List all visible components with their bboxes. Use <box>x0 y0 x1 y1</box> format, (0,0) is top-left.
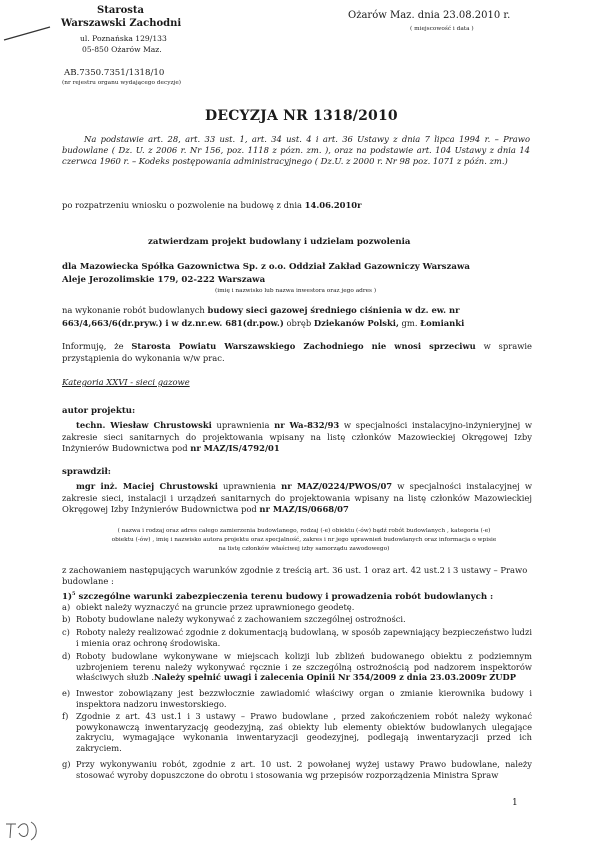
request-date: 14.06.2010r <box>304 200 362 210</box>
authority-address1: ul. Poznańska 129/133 <box>80 34 167 43</box>
checker-specialty: w specjalności instalacyjnej w zakresie sieci, instalacji i urządzeń sanitarnych do projektowania wpisany na listę członków Mazowieckiej Okręgowej Izby Inżynierów Budownictwa pod <box>62 481 532 514</box>
list-item-text: Inwestor zobowiązany jest bezzwłocznie zawiadomić właściwy organ o zmianie kierownika budowy i inspektora nadzoru inwestorskiego. <box>76 688 532 709</box>
list-item <box>62 602 532 613</box>
checker-heading: sprawdził: <box>62 467 111 477</box>
authority-name-line1: Starosta <box>97 5 144 16</box>
checker-chamber-no: nr MAZ/IS/0668/07 <box>259 504 349 514</box>
scope-caption: ( nazwa i rodzaj oraz adres całego zamierzenia budowlanego, rodzaj (-e) obiektu (-ów) bądź robót budowlanych , kategoria (-e) obiektu (-ów) , imię i nazwisko autora projektu oraz specjalność, zakres i nr jego uprawnień budowlanych oraz informacja o wpisie na listę członków właściwej izby samorządu zawodowego) <box>111 528 497 552</box>
list-item-label: b) <box>62 614 71 624</box>
authority-name-line2: Warszawski Zachodni <box>61 18 182 29</box>
authority-address2: 05-850 Ożarów Maz. <box>82 45 162 54</box>
approval-statement: zatwierdzam projekt budowlany i udzielam pozwolenia <box>148 237 411 247</box>
list-item-label: e) <box>62 688 71 698</box>
conditions-intro: z zachowaniem następujących warunków zgodnie z treścią art. 36 ust. 1 oraz art. 42 ust.2 i 3 ustawy – Prawo budowlane : <box>62 565 528 586</box>
legal-basis: Na podstawie art. 28, art. 33 ust. 1, art. 34 ust. 4 i art. 36 Ustawy z dnia 7 lipca 1994 r. – Prawo budowlane ( Dz. U. z 2006 r. Nr 156, poz. 1118 z pózn. zm. ), oraz na podstawie art. 104 Ustawy z dnia 14 czerwca 1960 r. – Kodeks postępowania administracyjnego ( Dz.U. z 2000 r. Nr 98 poz. 1071 z późn. zm.) <box>62 134 530 166</box>
list-item <box>62 627 532 649</box>
list-item-label: a) <box>62 602 71 612</box>
author-details <box>62 420 532 455</box>
page-number: 1 <box>512 798 518 808</box>
decision-title: DECYZJA NR 1318/2010 <box>205 108 398 124</box>
author-name: techn. Wiesław Chrustowski <box>76 420 212 430</box>
list-item <box>62 651 532 685</box>
author-heading: autor projektu: <box>62 406 136 416</box>
works-precinct: Dziekanów Polski, <box>313 318 399 328</box>
author-specialty: w specjalności instalacyjno-inżynieryjnej w zakresie sieci sanitarnych do projektowania wpisany na listę członków Mazowieckiej Okręgowej Izby Inżynierów Budownictwa pod <box>62 420 532 453</box>
list-item-text: Roboty budowlane należy wykonywać z zachowaniem szczególnej ostrożności. <box>76 614 406 624</box>
works-commune: Łomianki <box>420 318 465 328</box>
investor-line1: dla Mazowiecka Spółka Gazownictwa Sp. z o.o. Oddział Zakład Gazowniczy Warszawa <box>62 262 470 272</box>
list-item-label: c) <box>62 627 70 637</box>
place-date-caption: ( miejscowość i data ) <box>410 26 474 32</box>
list-item-text: Roboty należy realizować zgodnie z dokumentacją budowlaną, w sposób zapewniający bezpieczeństwo ludzi i mienia oraz ochronę środowiska. <box>76 627 532 648</box>
works-commune-label: gm. <box>398 318 421 328</box>
info-prefix: Informuję, że <box>62 341 132 351</box>
list-item <box>62 614 532 625</box>
checker-name: mgr inż. Maciej Chrustowski <box>76 481 218 491</box>
info-bold: Starosta Powiatu Warszawskiego Zachodniego nie wnosi sprzeciwu <box>131 341 476 351</box>
list-item-bold-text: Należy spełnić uwagi i zalecenia Opinii Nr 354/2009 z dnia 23.03.2009r ZUDP <box>153 672 516 683</box>
request-line <box>62 200 532 211</box>
works-parcels: 663/4,663/6(dr.pryw.) i w dz.nr.ew. 681(dr.pow.) <box>62 318 284 328</box>
investor-line2: Aleje Jerozolimskie 179, 02-222 Warszawa <box>62 275 266 285</box>
checker-details <box>62 481 532 516</box>
works-scope: budowy sieci gazowej średniego ciśnienia w dz. ew. nr <box>207 305 460 315</box>
register-caption: (nr rejestru organu wydającego decyzje) <box>62 80 182 86</box>
list-item-text: Przy wykonywaniu robót, zgodnie z art. 10 ust. 2 powołanej wyżej ustawy Prawo budowlane, należy stosować wyroby dopuszczone do obrotu i stosowania wg przepisów rozporządzenia Ministra Spraw <box>76 759 532 780</box>
checker-perm-no: nr MAZ/0224/PWOS/07 <box>281 481 393 491</box>
list-item <box>62 759 532 781</box>
investor-caption: (imię i nazwisko lub nazwa inwestora oraz jego adres ) <box>215 288 377 294</box>
author-perm-label: uprawnienia <box>211 420 275 430</box>
category: Kategoria XXVI - sieci gazowe <box>62 377 190 387</box>
conditions-heading-number: 1) <box>62 591 73 602</box>
list-item-label: d) <box>62 651 71 661</box>
works-description <box>62 304 534 330</box>
place-and-date: Ożarów Maz. dnia 23.08.2010 r. <box>348 10 511 21</box>
list-item <box>62 688 532 710</box>
works-precinct-label: obręb <box>283 318 314 328</box>
info-suffix: w sprawie przystąpienia do wykonania w/w prac. <box>62 341 532 363</box>
list-item <box>62 711 532 755</box>
works-prefix: na wykonanie robót budowlanych <box>62 305 208 315</box>
handwritten-initials <box>2 816 42 844</box>
list-item-text-wrap <box>76 651 532 683</box>
checker-perm-label: uprawnienia <box>217 481 282 491</box>
list-item-text: Roboty budowlane wykonywane w miejscach kolizji lub zbliżeń budowanego obiektu z podziemnym uzbrojeniem terenu należy wykonywać ręcznie i ze szczególną ostrożnością pod nadzorem inspektorów właściwych służb . <box>76 651 532 683</box>
list-item-text: obiekt należy wyznaczyć na gruncie przez uprawnionego geodetę. <box>76 602 355 612</box>
list-item-text: Zgodnie z art. 43 ust.1 i 3 ustawy – Prawo budowlane , przed zakończeniem robót należy wykonać powykonawczą inwentaryzację geodezyjną, zaś obiekty lub elementy obiektów budowlanych ulegające zakryciu, wymagające wykonania inwentaryzacji geodezyjnej, podlegają inwentaryzacji przed ich zakryciem. <box>76 711 532 753</box>
register-number: AB.7350.7351/1318/10 <box>64 68 165 78</box>
author-chamber-no: nr MAZ/IS/4792/01 <box>190 443 280 453</box>
footnote-marker: 5 <box>72 591 76 597</box>
no-objection-info <box>62 340 532 364</box>
request-prefix: po rozpatrzeniu wniosku o pozwolenie na budowę z dnia <box>62 200 305 210</box>
conditions-heading <box>62 589 532 603</box>
list-item-label: f) <box>62 711 69 721</box>
pen-stroke-mark <box>2 24 54 44</box>
list-item-label: g) <box>62 759 71 769</box>
author-perm-no: nr Wa-832/93 <box>274 420 340 430</box>
conditions-heading-text: szczególne warunki zabezpieczenia terenu budowy i prowadzenia robót budowlanych : <box>75 591 494 602</box>
